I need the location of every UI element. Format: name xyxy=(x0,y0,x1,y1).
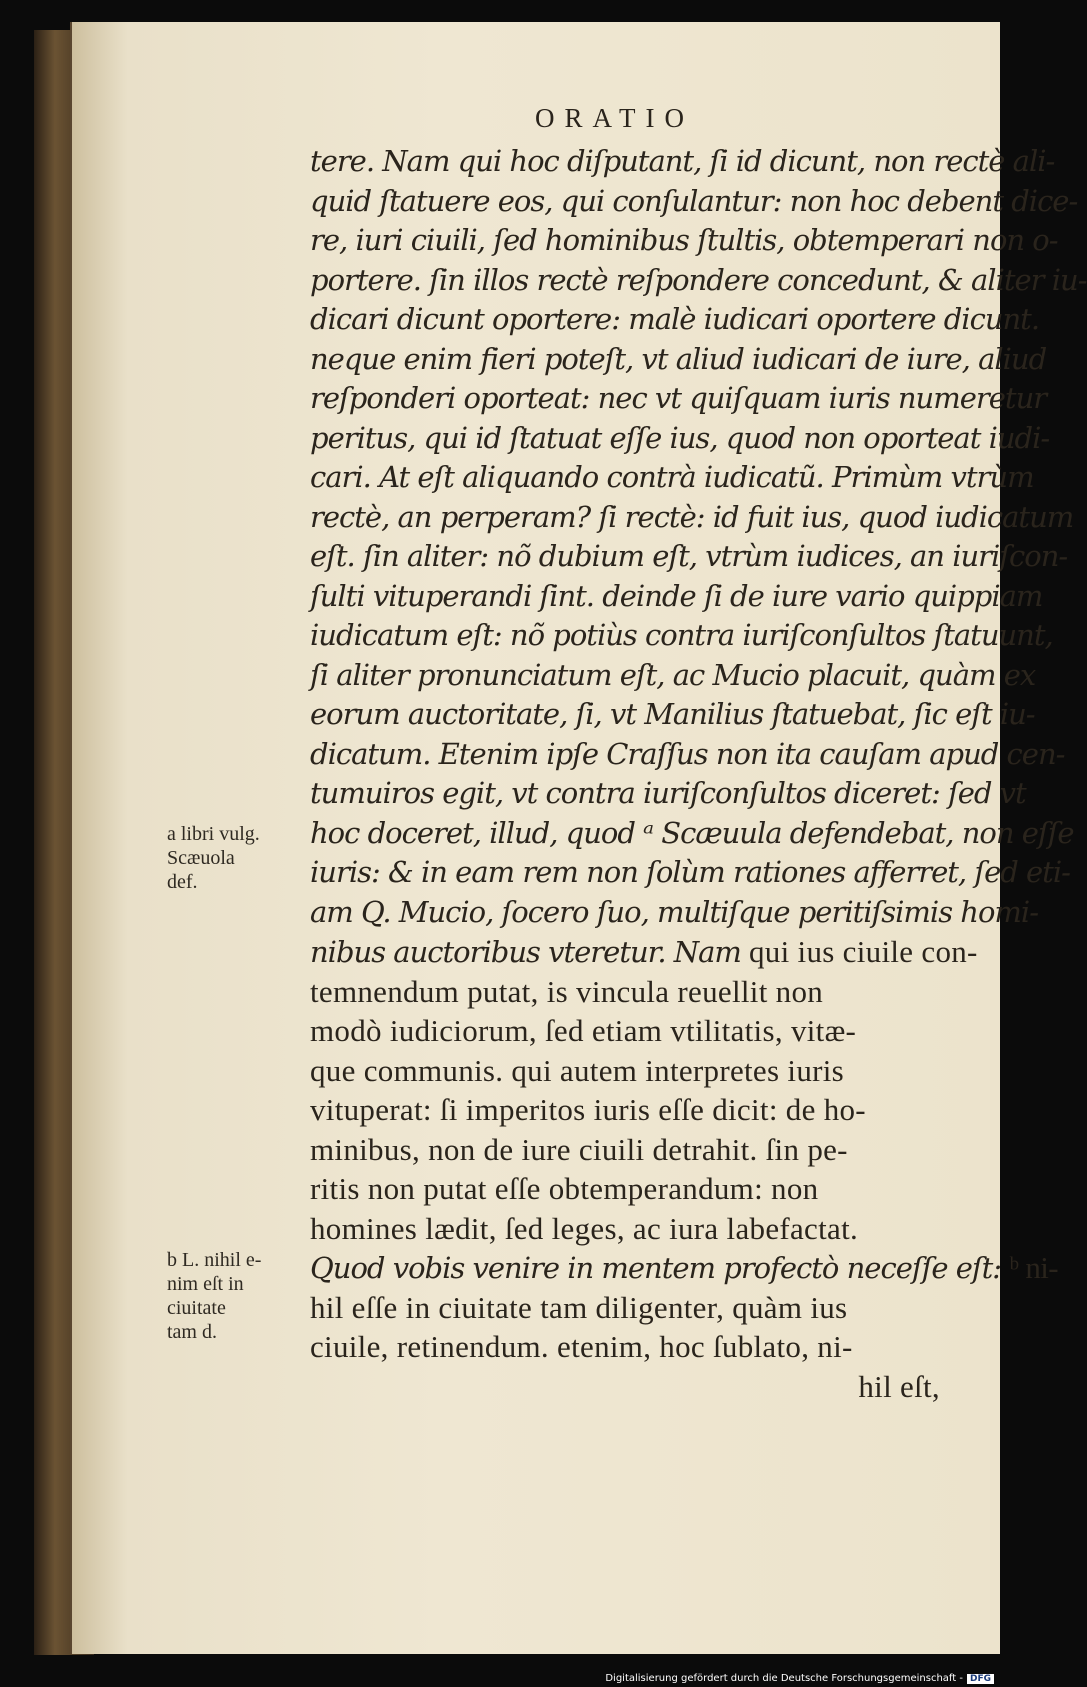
text-line-mixed xyxy=(310,1248,1059,1288)
text-line: tere. Nam qui hoc diſputant, ſi id dicunt, non rectè ali- xyxy=(310,144,1055,178)
text-line: quid ſtatuere eos, qui conſulantur: non hoc debent dice- xyxy=(310,183,1078,218)
catchword: hil eſt, xyxy=(858,1368,940,1404)
marginal-note-line: Scæuola xyxy=(167,847,235,869)
roman-passage xyxy=(310,972,960,1249)
text-line: temnendum putat, is vincula reuellit non xyxy=(310,973,824,1009)
text-line: ſi aliter pronunciatum eſt, ac Mucio placuit, quàm ex xyxy=(310,657,1036,692)
text-line: dicatum. Etenim ipſe Craſſus non ita cauſam apud cen- xyxy=(310,736,1065,771)
text-line: rectè, an perperam? ſi rectè: id fuit ius, quod iudicatum xyxy=(310,499,1074,534)
italic-passage xyxy=(310,142,1087,972)
text-line: minibus, non de iure ciuili detrahit. ſin pe- xyxy=(310,1131,848,1167)
main-text xyxy=(310,142,1087,1406)
text-line: peritus, qui id ſtatuat eſſe ius, quod non oporteat iudi- xyxy=(310,420,1050,455)
text-line xyxy=(310,932,978,972)
text-line: am Q. Mucio, ſocero ſuo, multiſque peritiſsimis homi- xyxy=(310,894,1039,929)
text-line: ritis non putat eſſe obtemperandum: non xyxy=(310,1171,819,1206)
text-line: ciuile, retinendum. etenim, hoc ſublato, ni- xyxy=(310,1329,853,1364)
marginal-note-line: tam d. xyxy=(167,1321,217,1343)
final-passage xyxy=(310,1288,960,1367)
text-line: re, iuri ciuili, ſed hominibus ſtultis, obtemperari non o- xyxy=(310,223,1058,257)
text-line: modò iudiciorum, ſed etiam vtilitatis, vitæ- xyxy=(310,1013,857,1048)
text-line: homines lædit, ſed leges, ac iura labefactat. xyxy=(310,1210,859,1246)
marginal-note-b xyxy=(167,1248,261,1344)
text-line: que communis. qui autem interpretes iuris xyxy=(310,1052,845,1088)
roman-inline-part: qui ius ciuile con- xyxy=(740,934,978,969)
text-line: iudicatum eſt: nõ potiùs contra iuriſconſultos ſtatuunt, xyxy=(310,618,1053,652)
text-line: iuris: & in eam rem non ſolùm rationes afferret, ſed eti- xyxy=(310,855,1070,889)
text-line: cari. At eſt aliquando contrà iudicatũ. Primùm vtrùm xyxy=(310,460,1034,494)
text-line: eſt. ſin aliter: nõ dubium eſt, vtrùm iudices, an iuriſcon- xyxy=(310,539,1068,573)
marginal-note-line: ciuitate xyxy=(167,1297,226,1319)
text-line: neque enim fieri poteſt, vt aliud iudicari de iure, aliud xyxy=(310,341,1047,376)
dfg-logo: DFG xyxy=(967,1674,994,1684)
mixed-italic-part: Quod vobis venire in mentem profectò neceſſe eſt: xyxy=(310,1251,1010,1285)
marginal-note-line: b L. nihil e- xyxy=(167,1249,262,1271)
marginal-note-a xyxy=(167,822,260,894)
text-line: hil eſſe in ciuitate tam diligenter, quàm ius xyxy=(310,1289,848,1325)
text-line: hoc doceret, illud, quod ᵃ Scæuula defendebat, non eſſe xyxy=(310,815,1074,850)
marginal-note-line: a libri vulg. xyxy=(167,823,260,845)
italic-line-part: nibus auctoribus vteretur. Nam xyxy=(310,935,741,969)
marginal-note-line: def. xyxy=(167,871,198,893)
digitization-footer xyxy=(605,1673,994,1684)
text-line: portere. ſin illos rectè reſpondere concedunt, & aliter iu- xyxy=(310,262,1087,297)
text-line: tumuiros egit, vt contra iuriſconſultos diceret: ſed vt xyxy=(310,776,1026,810)
text-line: eorum auctoritate, ſi, vt Manilius ſtatuebat, ſic eſt iu- xyxy=(310,697,1035,731)
footer-text: Digitalisierung gefördert durch die Deutsche Forschungsgemeinschaft - xyxy=(605,1673,963,1684)
text-line: vituperat: ſi imperitos iuris eſſe dicit: de ho- xyxy=(310,1092,866,1127)
marginal-note-line: nim eſt in xyxy=(167,1273,244,1295)
text-line: reſponderi oporteat: nec vt quiſquam iuris numeretur xyxy=(310,381,1047,415)
mixed-roman-part: ᵇ ni- xyxy=(1009,1250,1059,1285)
text-line: ſulti vituperandi ſint. deinde ſi de iure vario quippiam xyxy=(310,578,1043,613)
running-head: ORATIO xyxy=(535,103,694,133)
text-line: dicari dicunt oportere: malè iudicari oportere dicunt. xyxy=(310,302,1040,336)
